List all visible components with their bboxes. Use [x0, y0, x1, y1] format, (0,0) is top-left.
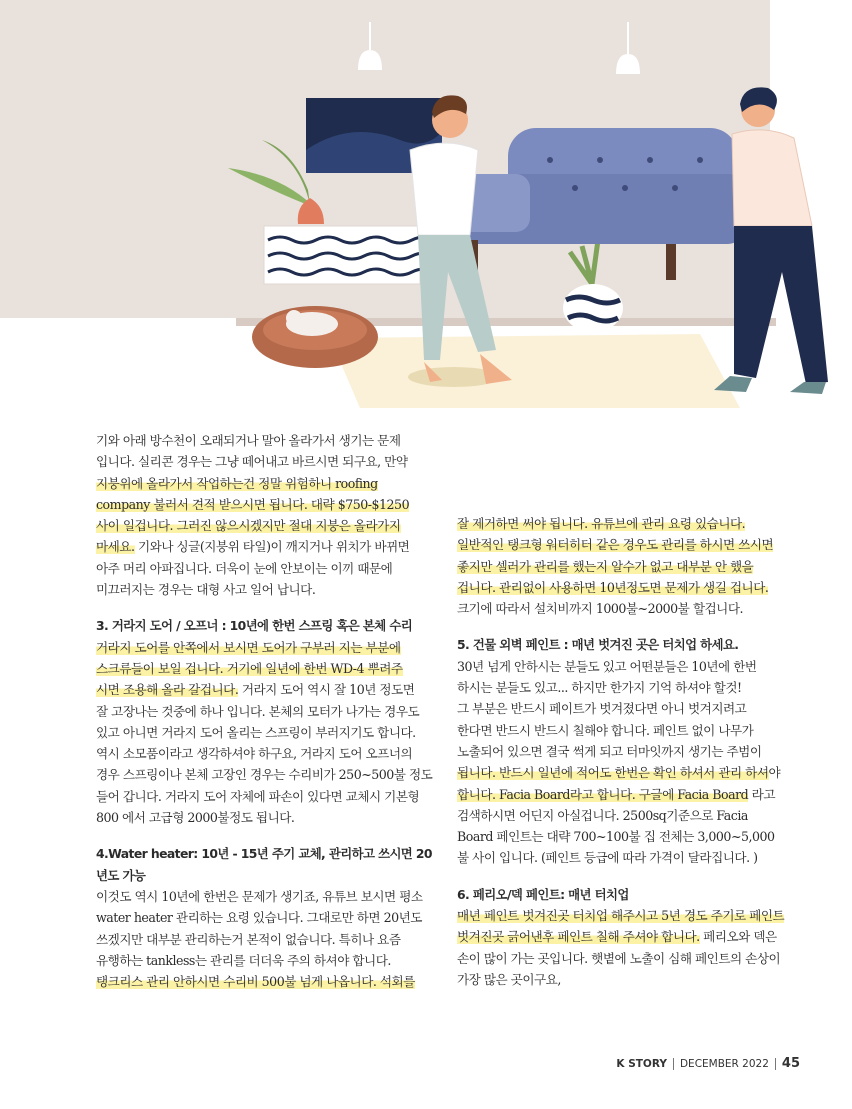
text-segment: 노출되어 있으면 결국 썩게 되고 터마잇까지 생기는 주범이: [457, 743, 762, 759]
text-line: [457, 948, 781, 969]
text-line: [457, 741, 777, 762]
section-heading: [96, 615, 416, 636]
right-column: [457, 513, 785, 990]
text-segment: 야: [768, 765, 781, 781]
text-line: [457, 556, 777, 577]
text-segment: 이것도 역시 10년에 한번은 문제가 생기죠, 유튜브 보시면 평소: [96, 888, 423, 904]
text-line: [457, 677, 777, 698]
text-segment: 거라지 도어 역시 잘 10년 정도면: [238, 682, 415, 698]
text-line: [457, 926, 777, 947]
text-line: [96, 764, 433, 785]
highlighted-text: 마세요.: [96, 539, 135, 555]
moving-sofa-illustration: [0, 0, 852, 420]
highlighted-text: 매년 페인트 벗겨진곳 터치업 해주시고 5년 경도 주기로 페인트: [457, 908, 785, 924]
page-number: 45: [781, 1056, 800, 1071]
text-segment: 불 사이 입니다. (페인트 등급에 따라 가격이 달라집니다. ): [457, 850, 758, 866]
issue-date: DECEMBER 2022: [679, 1057, 769, 1070]
text-segment: water heater 관리하는 요령 있습니다. 그대로만 하면 20년도: [96, 910, 422, 926]
text-segment: 역시 소모품이라고 생각하셔야 하구요, 거라지 도어 오프너의: [96, 746, 413, 762]
paragraph-gap: [457, 869, 777, 884]
text-segment: 미끄러지는 경우는 대형 사고 일어 납니다.: [96, 582, 316, 598]
text-segment: 유행하는 tankless는 관리를 더더욱 주의 하셔야 합니다.: [96, 952, 391, 968]
text-segment: 잘 고장나는 것중에 하나 입니다. 본체의 모터가 나가는 경우도: [96, 703, 420, 719]
text-line: [96, 907, 422, 928]
text-segment: 기와나 싱글(지붕위 타일)이 깨지거나 위치가 바뀌면: [134, 539, 410, 555]
text-line: [96, 886, 423, 907]
text-line: [457, 534, 777, 555]
text-segment: 한다면 반드시 반드시 칠해야 합니다. 페인트 없이 나무가: [457, 722, 754, 738]
section-heading: [457, 884, 777, 905]
paragraph-gap: [457, 619, 777, 634]
text-line: [457, 698, 777, 719]
rug: [330, 334, 740, 408]
text-line: [96, 451, 416, 472]
footer-divider: [673, 1058, 674, 1070]
text-line: [457, 805, 777, 826]
text-line: [96, 679, 416, 700]
highlighted-text: company 불러서 견적 받으시면 됩니다. 대략 $750-$1250: [96, 496, 410, 512]
text-line: [96, 786, 420, 807]
text-line: [96, 658, 416, 679]
text-segment: 아주 머리 아파집니다. 더욱이 눈에 안보이는 이끼 때문에: [96, 560, 393, 576]
text-segment: 30년 넘게 안하시는 분들도 있고 어떤분들은 10년에 한번: [457, 658, 757, 674]
text-segment: 검색하시면 어딘지 아실겁니다. 2500sq기준으로 Facia: [457, 807, 748, 823]
text-line: [96, 515, 416, 536]
highlighted-text: 합니다. Facia Board라고 합니다. 구글에 Facia Board: [457, 786, 749, 802]
text-segment: 그 부분은 반드시 페이트가 벗겨졌다면 아니 벗겨지려고: [457, 701, 747, 717]
text-segment: 6. 페리오/덱 페인트: 매년 터치업: [457, 886, 629, 902]
text-line: [457, 598, 777, 619]
text-segment: 4.Water heater: 10년 - 15년 주기 교체, 관리하고 쓰시면 20: [96, 846, 432, 862]
text-line: [457, 720, 777, 741]
text-line: [457, 513, 777, 534]
text-line: [457, 847, 777, 868]
text-segment: 800 에서 고급형 2000불정도 됩니다.: [96, 810, 295, 826]
highlighted-text: 스크류들이 보일 겁니다. 거기에 일년에 한번 WD-4 뿌려주: [96, 660, 403, 676]
text-segment: 라고: [748, 786, 776, 802]
text-segment: 경우 스프링이나 본체 고장인 경우는 수리비가 250~500불 정도: [96, 767, 433, 783]
highlighted-text: 일반적인 탱크형 워터히터 같은 경우도 관리를 하시면 쓰시면: [457, 537, 774, 553]
text-segment: 하시는 분들도 있고... 하지만 한가지 기억 하셔야 할것!: [457, 680, 742, 696]
text-line: [96, 536, 416, 557]
text-line: [457, 762, 781, 783]
text-line: [96, 701, 420, 722]
section-heading: [96, 843, 432, 864]
text-line: [96, 929, 416, 950]
text-segment: 손이 많이 가는 곳입니다. 햇볕에 노출이 심해 페인트의 손상이: [457, 950, 781, 966]
text-line: [96, 950, 416, 971]
text-line: [457, 784, 777, 805]
text-line: [457, 826, 777, 847]
page-footer: [616, 1056, 800, 1071]
highlighted-text: 벗겨진곳 긁어낸후 페인트 칠해 주셔야 합니다.: [457, 929, 700, 945]
text-line: [96, 722, 416, 743]
highlighted-text: 거라지 도어를 안쪽에서 보시면 도어가 구부러 지는 부분에: [96, 639, 401, 655]
text-line: [96, 494, 416, 515]
highlighted-text: 겁니다. 관리없이 사용하면 10년정도면 문제가 생길 겁니다.: [457, 579, 769, 595]
footer-divider: [775, 1058, 776, 1070]
text-segment: 5. 건물 외벽 페인트 : 매년 벗겨진 곳은 터치업 하세요.: [457, 637, 739, 653]
cat-icon: [252, 306, 378, 368]
highlighted-text: 사이 일겁니다. 그러진 않으시겠지만 절대 지붕은 올라가지: [96, 518, 401, 534]
text-line: [96, 558, 416, 579]
paragraph-gap: [96, 828, 416, 843]
text-segment: Board 페인트는 대략 700~100불 집 전체는 3,000~5,000: [457, 829, 775, 845]
text-line: [96, 430, 416, 451]
text-line: [96, 971, 416, 992]
paragraph-gap: [96, 600, 416, 615]
section-heading: [457, 634, 777, 655]
text-line: [96, 579, 416, 600]
text-segment: 가장 많은 곳이구요,: [457, 971, 561, 987]
text-line: [457, 969, 777, 990]
section-heading: [96, 865, 416, 886]
highlighted-text: 탱크리스 관리 안하시면 수리비 500불 넘게 나옵니다. 석회를: [96, 974, 415, 990]
text-line: [96, 743, 416, 764]
text-line: [457, 656, 777, 677]
text-segment: 입니다. 실리콘 경우는 그냥 떼어내고 바르시면 되구요, 만약: [96, 454, 408, 470]
text-segment: 쓰겠지만 대부분 관리하는거 본적이 없습니다. 특히나 요즘: [96, 931, 401, 947]
text-segment: 3. 거라지 도어 / 오프너 : 10년에 한번 스프링 혹은 본체 수리: [96, 618, 413, 634]
text-line: [457, 905, 785, 926]
text-segment: 크기에 따라서 설치비까지 1000불~2000불 할겁니다.: [457, 601, 743, 617]
text-line: [457, 577, 777, 598]
left-column: [96, 430, 433, 992]
text-line: [96, 473, 416, 494]
text-line: [96, 637, 416, 658]
highlighted-text: 됩니다. 반드시 일년에 적어도 한번은 확인 하셔서 관리 하셔: [457, 765, 769, 781]
text-segment: 있고 아니면 거라지 도어 올리는 스프링이 부러지기도 합니다.: [96, 724, 416, 740]
magazine-name: K STORY: [616, 1057, 667, 1070]
text-segment: 들어 갑니다. 거라지 도어 자체에 파손이 있다면 교체시 기본형: [96, 788, 420, 804]
text-segment: 기와 아래 방수천이 오래되거나 말아 올라가서 생기는 문제: [96, 433, 401, 448]
text-segment: 페리오와 덱은: [699, 929, 777, 945]
sideboard-icon: [264, 226, 436, 284]
highlighted-text: 좋지만 셀러가 관리를 했는지 알수가 없고 대부분 안 했을: [457, 558, 754, 574]
highlighted-text: 지붕위에 올라가서 작업하는건 정말 위험하니 roofing: [96, 475, 378, 491]
highlighted-text: 시면 조용해 올라 갈겁니다.: [96, 682, 239, 698]
text-line: [96, 807, 416, 828]
highlighted-text: 잘 제거하면 써야 됩니다. 유튜브에 관리 요령 있습니다.: [457, 516, 746, 531]
text-segment: 년도 가능: [96, 867, 146, 883]
